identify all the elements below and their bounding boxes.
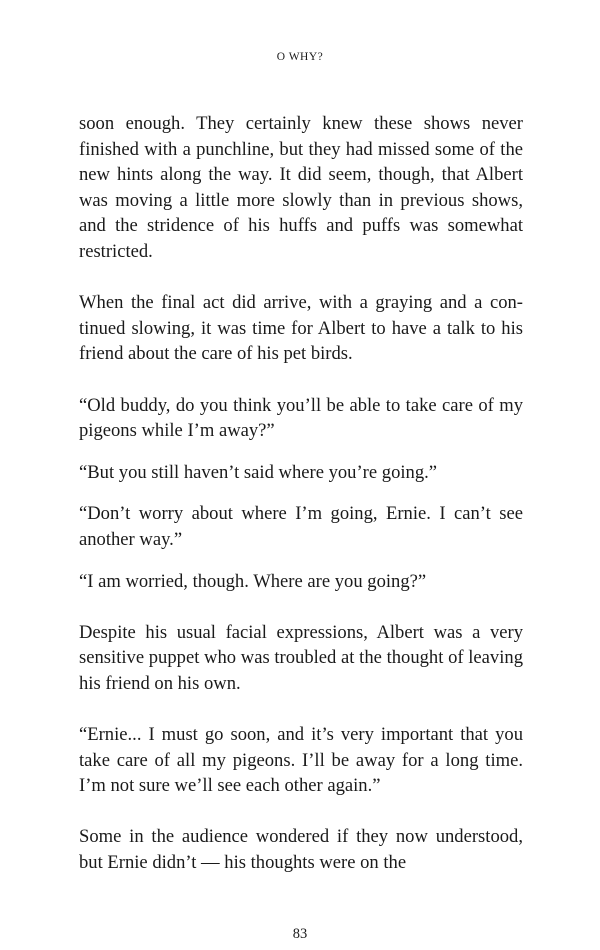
dialogue-paragraph-4: “I am worried, though. Where are you going?” <box>79 570 427 592</box>
paragraph-4: Some in the audience wondered if they now understood, but Ernie didn’t — his thoughts were on the <box>79 826 523 874</box>
dialogue-paragraph-3: “Don’t worry about where I’m going, Ernie. I can’t see another way.” <box>79 503 523 550</box>
page-number: 83 <box>292 926 308 942</box>
dialogue-paragraph-5: “Ernie... I must go soon, and it’s very important that you take care of all my pigeons. I’ll be away for a long time. I’m not sure we’ll see each other again.” <box>79 724 523 797</box>
body-text <box>79 111 523 876</box>
paragraph-1: soon enough. They certainly knew these shows never finished with a punchline, but they had missed some of the new hints along the way. It did seem, though, that Albert was moving a little more slowly than in previous shows, and the stridence of his huffs and puffs was somewhat restricted. <box>79 113 523 262</box>
running-head: O WHY? <box>276 51 324 63</box>
dialogue-paragraph-2: “But you still haven’t said where you’re going.” <box>79 461 438 483</box>
paragraph-3: Despite his usual facial expressions, Albert was a very sensitive puppet who was troubled at the thought of leaving his friend on his own. <box>79 621 523 694</box>
paragraph-2: When the final act did arrive, with a graying and a continued slowing, it was time for Albert to have a talk to his friend about the care of his pet birds. <box>79 292 523 365</box>
dialogue-paragraph-1: “Old buddy, do you think you’ll be able to take care of my pigeons while I’m away?” <box>79 394 523 442</box>
